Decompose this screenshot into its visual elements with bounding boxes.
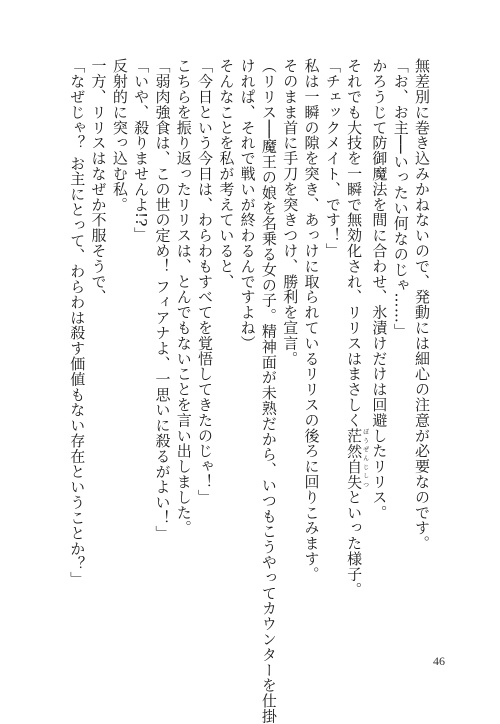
text-line: そのまま首に手刀を突きつけ、勝利を宣言。 xyxy=(281,58,300,366)
text-line: 「いや、殺りませんよ!?」 xyxy=(132,58,151,243)
text-line: かろうじて防御魔法を間に合わせ、氷漬けだけは回避したリリス。 xyxy=(370,58,389,520)
text-line: 「なぜじゃ？ お主にとって、わらわは殺す価値もない存在ということか？」 xyxy=(68,58,87,587)
text-line: 「チェックメイト、です！」 xyxy=(323,58,342,259)
text-line: 反射的に突っ込む私。 xyxy=(110,58,129,212)
text-line: こちらを振り返ったリリスは、とんでもないことを言い出しました。 xyxy=(174,58,193,536)
text-line: 一方、リリスはなぜか不服そうで、 xyxy=(89,58,108,305)
page-number: 46 xyxy=(433,654,445,668)
text-line: 無差別に巻き込みかねないので、発動には細心の注意が必要なのです。 xyxy=(413,58,431,551)
text-line-with-ruby xyxy=(343,58,369,598)
text-line: 「お、お主──いったい何なのじゃ……」 xyxy=(391,58,410,339)
text-segment: それでも大技を一瞬で無効化され、リリスはまさしく xyxy=(345,58,364,428)
text-line: 「今日という今日は、わらわもすべてを覚悟してきたのじゃ！」 xyxy=(196,58,215,505)
text-line: 私は一瞬の隙を突き、あっけに取られているリリスの後ろに回りこみます。 xyxy=(302,58,321,582)
ruby-reading: ぼうぜんじしつ xyxy=(361,427,369,490)
ruby-word xyxy=(345,427,369,490)
text-line: けれぱ、それで戦いが終わるんですよね） xyxy=(238,58,257,351)
ruby-base: 茫然自失 xyxy=(345,427,364,490)
text-line: 「弱肉強食は、この世の定め！ フィアナよ、一思いに殺るがよい！」 xyxy=(153,58,172,541)
text-segment: といった様子。 xyxy=(345,489,364,598)
text-line: そんなことを私が考えていると、 xyxy=(217,58,236,289)
vertical-text-body xyxy=(66,58,432,724)
text-line: （リリス──魔王の娘を名乗る女の子。精神面が未熟だから、いつもこうやってカウンターを仕掛 xyxy=(259,58,278,724)
